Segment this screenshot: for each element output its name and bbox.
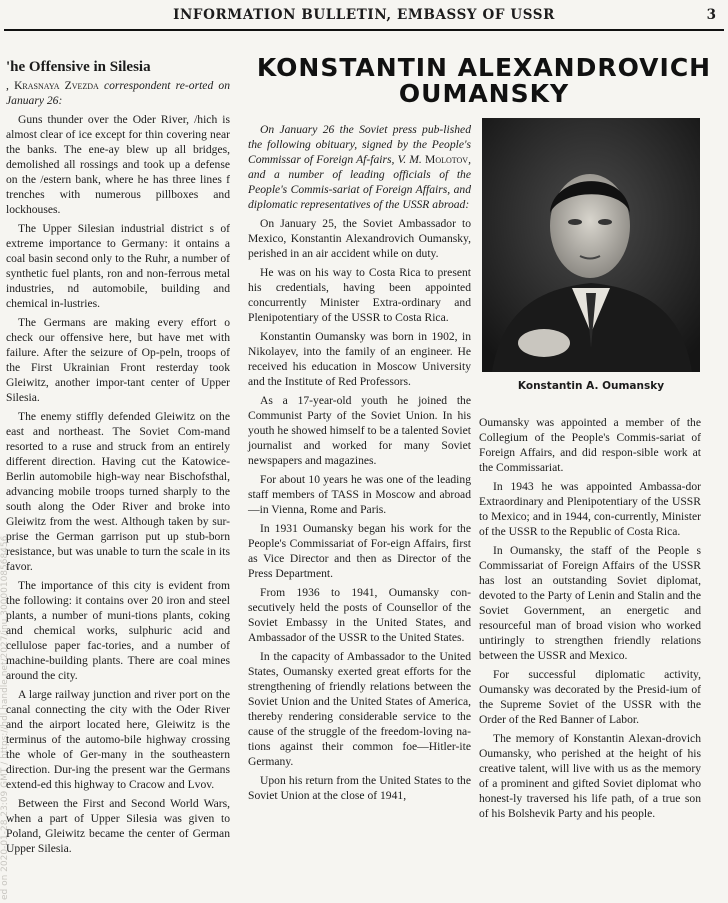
main-article-body-2 [479,479,701,821]
main-article-body-1 [248,216,471,803]
paragraph: The memory of Konstantin Alexan-drovich Oumansky, who perished at the height of his creative talent, will live with us as the memory of a prominent and gifted Soviet diplomat who honest-ly traversed his life path, of a true son of his Bolshevik Party and his people. [479,732,701,820]
paragraph: Upon his return from the United States to the Soviet Union at the close of 1941, [248,774,471,802]
sidebar-body [6,112,230,856]
sidebar-byline: , Krasnaya Zvezda correspondent re-orted on January 26: [6,79,230,107]
paragraph: In 1931 Oumansky began his work for the People's Commissariat of For-eign Affairs, first as Vice Director and then as Director of the Press Department. [248,522,471,580]
paragraph: The Germans are making every effort o check our offensive here, but have met with failure. After the seizure of Op-peln, troops of the First Ukrainian Front resterday took Gleiwitz, another impor-tant center of Upper Silesia. [6,316,230,404]
header-rule [4,29,724,31]
bulletin-title: INFORMATION BULLETIN, EMBASSY OF USSR [173,7,555,23]
paragraph: In the capacity of Ambassador to the United States, Oumansky exerted great efforts for the strengthening of friendly relations between the Soviet Union and the United States of America, thereby rendering considerable service to the cause of the struggle of the freedom-loving na-tions against their common foe—Hitler-ite Germany. [248,650,471,768]
obituary-lede: On January 26 the Soviet press pub-lished the following obituary, signed by the People's Commissar of Foreign Af-fairs, V. M. Molotov, and a number of leading officials of the People's Commis-sariat of Foreign Affairs, and diplomatic representatives of the USSR abroad: [248,123,471,211]
portrait-photo [482,118,700,372]
continued-paragraph: Oumansky was appointed a member of the Collegium of the People's Commis-sariat of Foreign Affairs, and did respon-sible work at the Commissariat. [479,416,701,474]
paragraph: For about 10 years he was one of the leading staff members of TASS in Moscow and abroad—in Vienna, Rome and Paris. [248,473,471,516]
paragraph: In Oumansky, the staff of the People s Commissariat of Foreign Affairs of the USSR has lost an outstanding Soviet diplomat, devoted to the Party of Lenin and Stalin and the Soviet Government, an energetic and resourceful man of broad vision who worked untiringly to strengthen friendly relations between the USSR and Mexico. [479,544,701,662]
article-title: KONSTANTIN ALEXANDROVICH OUMANSKY [256,53,712,108]
page-number: 3 [706,7,716,23]
paragraph: As a 17-year-old youth he joined the Communist Party of the Soviet Union. In his youth he showed himself to be a talented Soviet journalist and worked for many Soviet newspapers and magazines. [248,394,471,467]
portrait-figure [482,118,700,372]
main-article-column-2 [479,415,701,825]
paragraph: Between the First and Second World Wars, when a part of Upper Silesia was given to Poland, Gleiwitz became the center of German Upper Silesia. [6,797,230,855]
paragraph: For successful diplomatic activity, Oumansky was decorated by the Presid-ium of the Supreme Soviet of the USSR with the Order of the Red Banner of Labor. [479,668,701,726]
paragraph: In 1943 he was appointed Ambassa-dor Extraordinary and Plenipotentiary of the USSR to Mexico; and in 1944, con-currently, Minister of the USSR to the Republic of Costa Rica. [479,480,701,538]
margin-stamp: ed on 2020-01-28 23:09 GMT / https://hdl.handle.net/2027/inu.30000108568456 [0,535,10,900]
paragraph: The importance of this city is evident from the following: it contains over 20 iron and steel plants, a number of muni-tions plants, coking and chemical works, sulphuric acid and cellulose paper fac-tories, and a number of machine-building plants. There are coal mines around the city. [6,579,230,682]
paragraph: A large railway junction and river port on the canal connecting the city with the Oder River and the airport located here, Gleiwitz is the terminus of the automo-bile highway crossing the whole of Ger-many in the southeastern direction. Dur-ing the present war the Germans extend-ed this highway to Cracow and Lvov. [6,688,230,791]
paragraph: Konstantin Oumansky was born in 1902, in Nikolayev, into the family of an engineer. He received his education in Moscow University and the Institute of Red Professors. [248,330,471,388]
paragraph: Guns thunder over the Oder River, /hich is almost clear of ice except for thin covering near the banks. The ene-ay blew up all bridges, demolished all rossings and took up a defense on the /estern bank, where he has three lines f trenches with numerous pillboxes and lockhouses. [6,113,230,216]
main-article-column-1 [248,122,471,807]
paragraph: He was on his way to Costa Rica to present his credentials, having been appointed concurrently Minister Extra-ordinary and Plenipotentiary of the USSR to Costa Rica. [248,266,471,324]
page-header [0,0,728,30]
paragraph: From 1936 to 1941, Oumansky con-secutively held the posts of Counsellor of the Soviet Embassy in the United States, and Ambassador of the USSR to the United States. [248,586,471,644]
paragraph: On January 25, the Soviet Ambassador to Mexico, Konstantin Alexandrovich Oumansky, perished in an air accident while on duty. [248,217,471,260]
paragraph: The enemy stiffly defended Gleiwitz on the east and northeast. The Soviet Com-mand resorted to a ruse and struck from an entirely different direction. Having cut the Katowice-Berlin automobile high-way near Bischofsthal, advancing mobile troops turned sharply to the south along the Oder River and broke into Gleiwitz from the west. Although taken by sur-prise the German garrison put up stub-born resistance, but was unable to turn the scale in its favor. [6,410,230,573]
photo-caption: Konstantin A. Oumansky [517,380,665,392]
sidebar-article [6,60,230,860]
paragraph: The Upper Silesian industrial district s of extreme importance to Germany: it ontains a coal basin second only to the Ruhr, a number of synthetic fuel plants, ron and non-ferrous metal industries, nd automobile, building and chemical in-lustries. [6,222,230,310]
sidebar-headline: 'he Offensive in Silesia [6,59,151,75]
byline-newspaper: Krasnaya Zvezda [14,79,99,92]
